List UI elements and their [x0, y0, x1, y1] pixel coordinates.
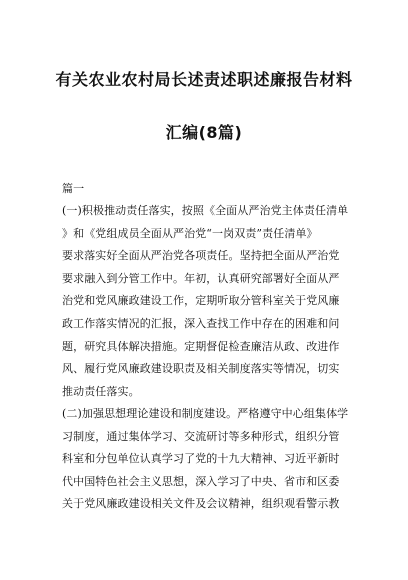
- paragraph-line: 关于党风廉政建设相关文件及会议精神，组织观看警示教: [62, 497, 340, 511]
- document-title-line2: 汇编(8篇): [165, 123, 243, 142]
- paragraph-line: 习制度，通过集体学习、交流研讨等多种形式，组织分管: [62, 429, 340, 443]
- paragraph-line: (二)加强思想理论建设和制度建设。严格遵守中心组集体学: [62, 407, 349, 420]
- document-title-line1: 有关农业农村局长述责述职述廉报告材料: [55, 70, 353, 89]
- paragraph-line: 风、履行党风廉政建设职责及相关制度落实等情况，切实: [62, 362, 340, 376]
- paragraph-line: 政工作落实情况的汇报，深入查找工作中存在的困难和问: [62, 316, 340, 330]
- paragraph-2: [62, 403, 362, 516]
- paragraph-line: 要求落实好全面从严治党各项责任。坚持把全面从严治党: [62, 249, 340, 263]
- paragraph-line: (一)积极推动责任落实，按照《全面从严治党主体责任清单: [62, 204, 349, 217]
- paragraph-1: [62, 200, 362, 403]
- paragraph-line: 治党和党风廉政建设工作，定期听取分管科室关于党风廉: [62, 294, 340, 308]
- paragraph-line: 推动责任落实。: [62, 384, 140, 398]
- paragraph-line: 题，研究具体解决措施。定期督促检查廉洁从政、改进作: [62, 339, 340, 353]
- paragraph-line: 要求融入到分管工作中。年初，认真研究部署好全面从严: [62, 271, 340, 285]
- section-label: 篇一: [62, 182, 85, 195]
- paragraph-line: 代中国特色社会主义思想，深入学习了中央、省市和区委: [62, 474, 340, 488]
- paragraph-line: 科室和分包单位认真学习了党的十九大精神、习近平新时: [62, 452, 340, 466]
- paragraph-line: 》和《党组成员全面从严治党“一岗双责”责任清单》: [62, 226, 318, 240]
